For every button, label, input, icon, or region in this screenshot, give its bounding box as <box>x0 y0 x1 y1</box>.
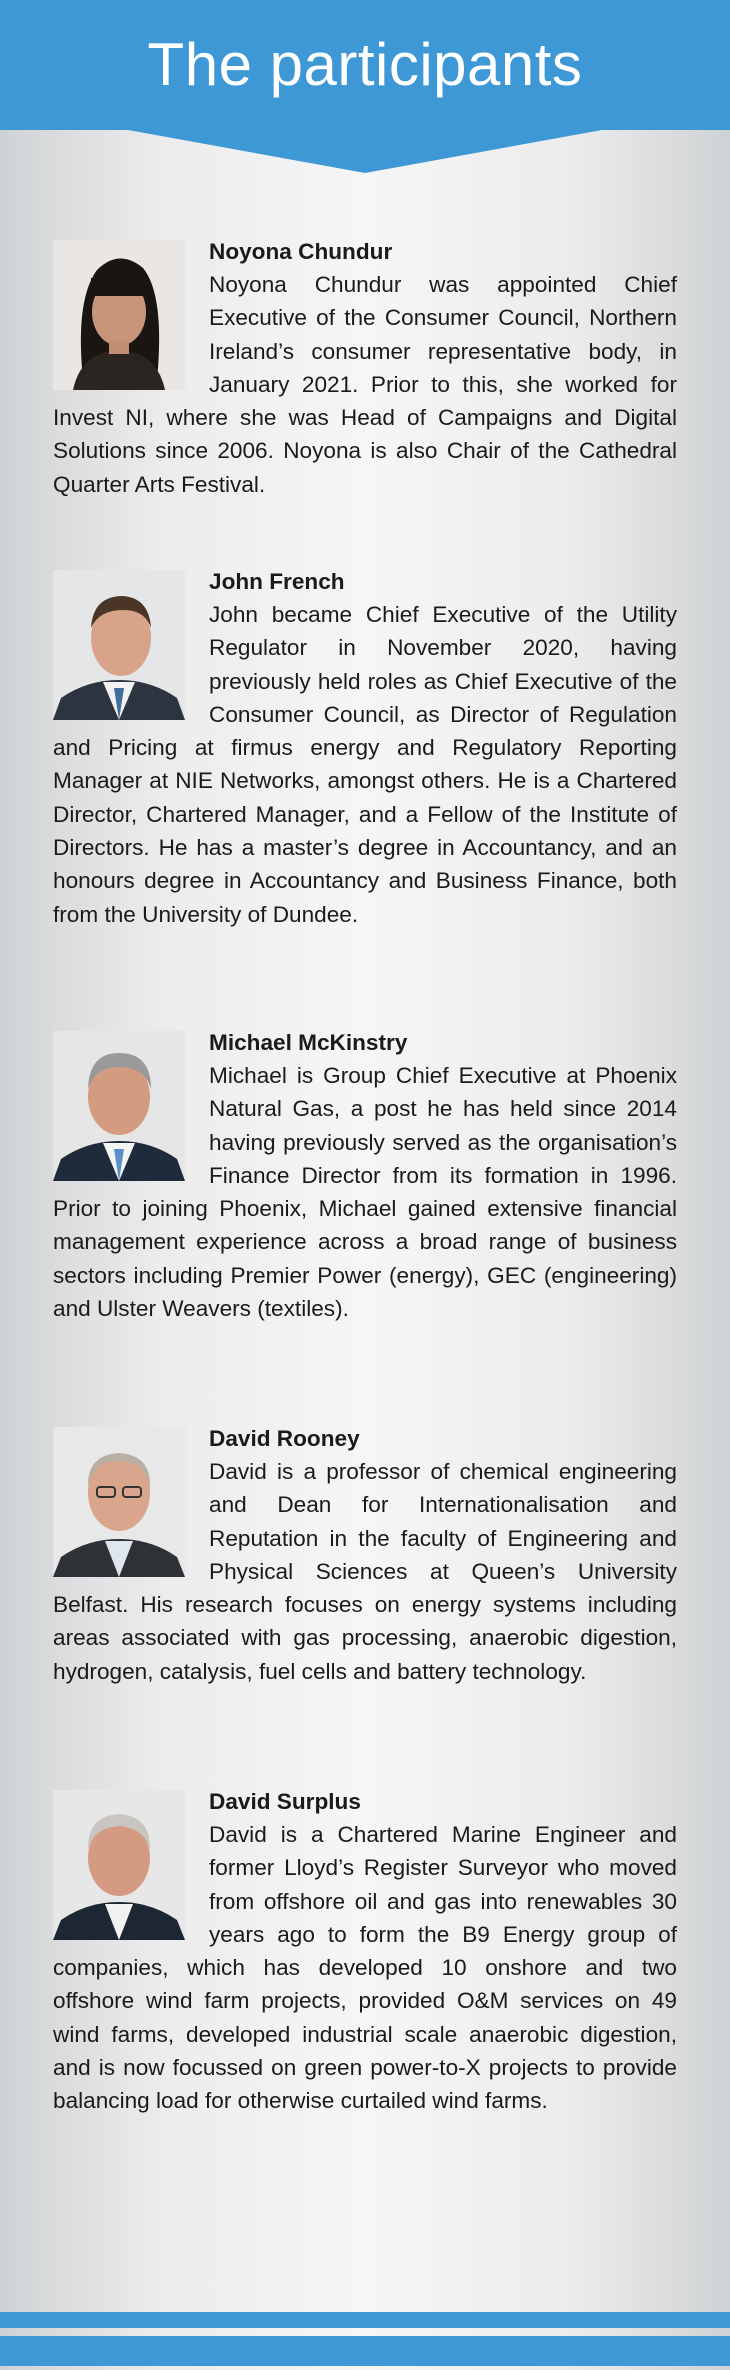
participant-bio: Michael is Group Chief Executive at Phoenix Natural Gas, a post he has held since 2014 having previously served as the organisation’s Finance Director from its formation in 1996. Prior to joining Phoenix, Michael gained extensive financial management experience across a broad range of business sectors including Premier Power (energy), GEC (engineering) and Ulster Weavers (textiles). <box>53 1063 677 1322</box>
participant-david-rooney <box>53 1422 677 1688</box>
footer-stripe <box>0 2312 730 2328</box>
participant-name: Noyona Chundur <box>209 239 393 264</box>
portrait-photo <box>53 240 185 390</box>
participant-bio: David is a professor of chemical engineering and Dean for Internationalisation and Reputation in the faculty of Engineering and Physical Sciences at Queen’s University Belfast. His research focuses on energy systems including areas associated with gas processing, anaerobic digestion, hydrogen, catalysis, fuel cells and battery technology. <box>53 1459 677 1684</box>
page-title: The participants <box>147 31 583 98</box>
portrait-photo <box>53 570 185 720</box>
footer-band <box>0 2336 730 2366</box>
participant-bio: John became Chief Executive of the Utility Regulator in November 2020, having previously held roles as Chief Executive of the Consumer Council, as Director of Regulation and Pricing at firmus energy and Regulatory Reporting Manager at NIE Networks, amongst others. He is a Chartered Director, Chartered Manager, and a Fellow of the Institute of Directors. He has a master’s degree in Accountancy, and an honours degree in Accountancy and Business Finance, both from the University of Dundee. <box>53 602 677 927</box>
participant-bio: Noyona Chundur was appointed Chief Executive of the Consumer Council, Northern Ireland’s consumer representative body, in January 2021. Prior to this, she worked for Invest NI, where she was Head of Campaigns and Digital Solutions since 2006. Noyona is also Chair of the Cathedral Quarter Arts Festival. <box>53 272 677 497</box>
participant-name: David Surplus <box>209 1789 361 1814</box>
participant-john-french <box>53 565 677 931</box>
participant-bio: David is a Chartered Marine Engineer and former Lloyd’s Register Surveyor who moved from offshore oil and gas into renewables 30 years ago to form the B9 Energy group of companies, which has developed 10 onshore and two offshore wind farm projects, provided O&M services on 49 wind farms, developed industrial scale anaerobic digestion, and is now focussed on green power-to-X projects to provide balancing load for otherwise curtailed wind farms. <box>53 1822 677 2114</box>
participant-david-surplus <box>53 1785 677 2118</box>
participant-name: David Rooney <box>209 1426 360 1451</box>
participant-name: John French <box>209 569 345 594</box>
participant-name: Michael McKinstry <box>209 1030 408 1055</box>
title-banner <box>0 0 730 175</box>
participant-michael-mckinstry <box>53 1026 677 1325</box>
portrait-photo <box>53 1427 185 1577</box>
portrait-photo <box>53 1031 185 1181</box>
portrait-photo <box>53 1790 185 1940</box>
participant-noyona-chundur <box>53 235 677 501</box>
